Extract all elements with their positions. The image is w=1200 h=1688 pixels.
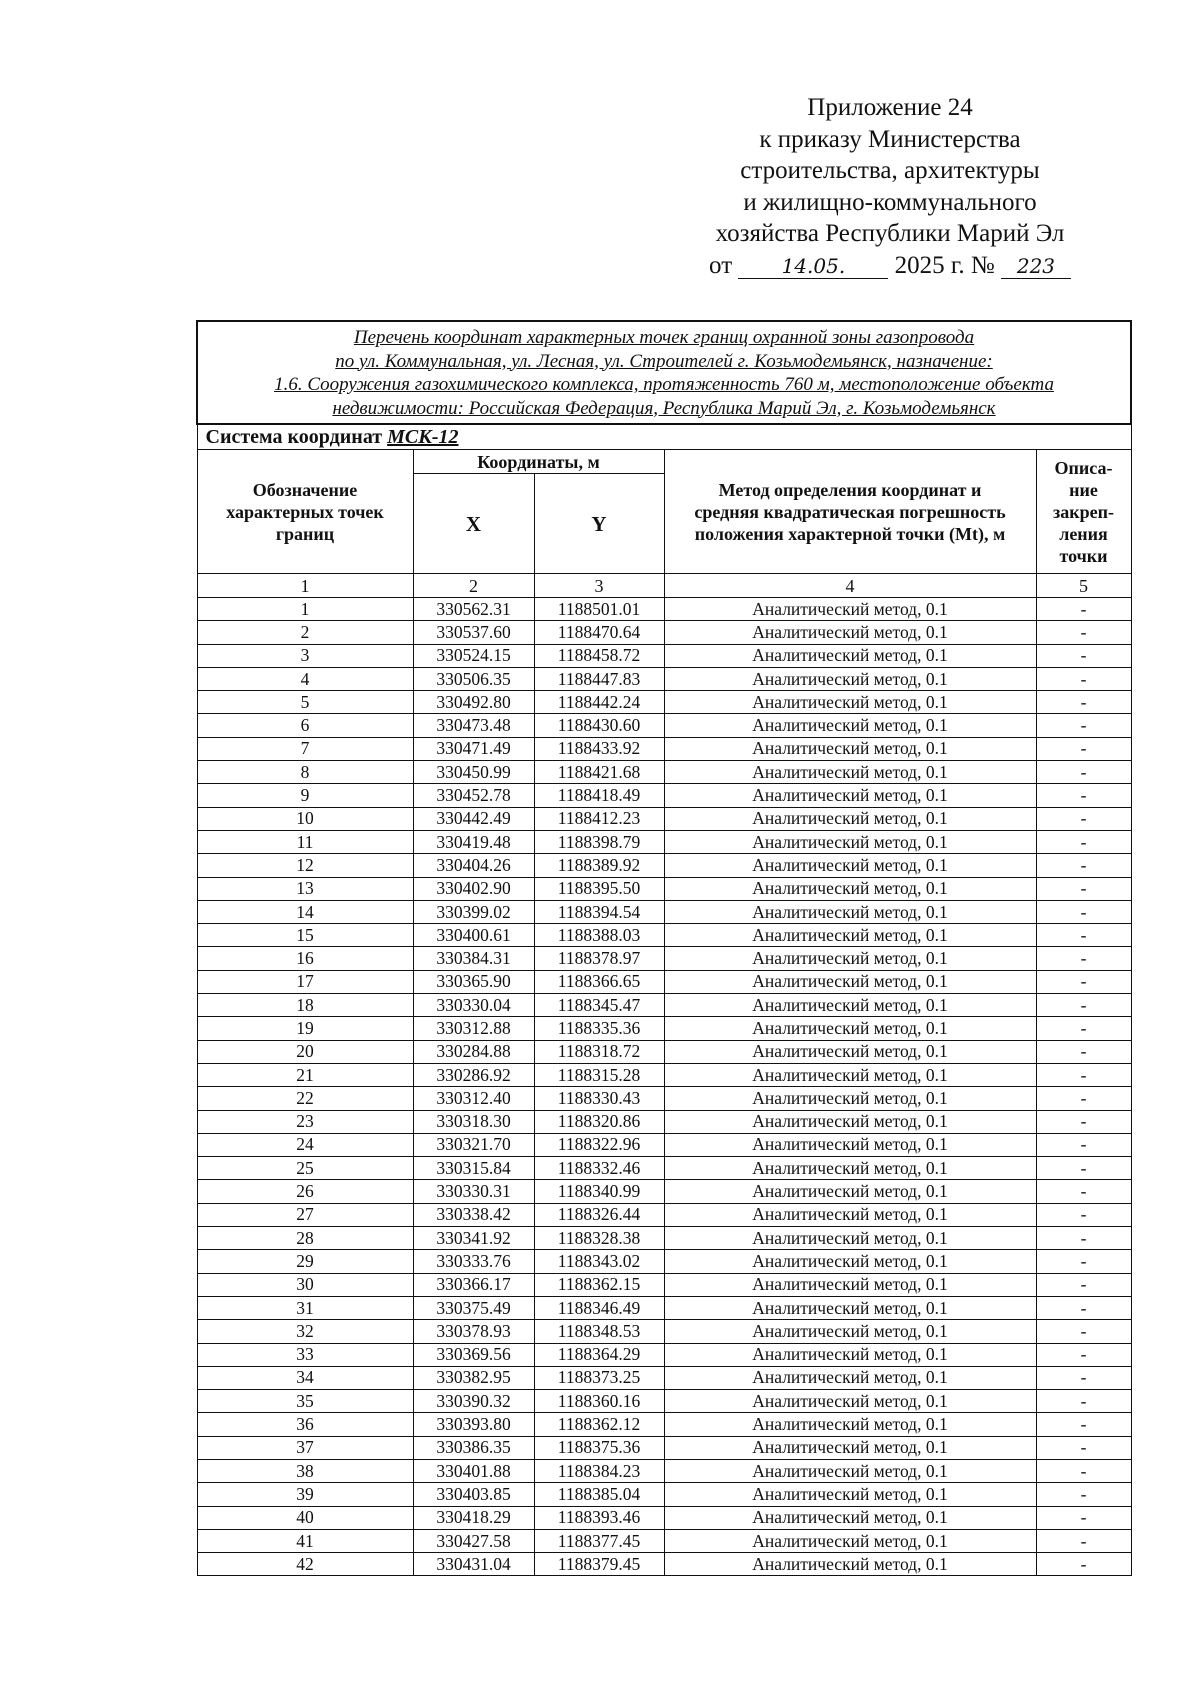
- method-cell: Аналитический метод, 0.1: [664, 1087, 1036, 1110]
- description-cell: -: [1036, 1273, 1131, 1296]
- point-id-cell: 4: [197, 667, 413, 690]
- table-row: [197, 1553, 1131, 1576]
- description-cell: -: [1036, 807, 1131, 830]
- table-row: [197, 1529, 1131, 1552]
- method-cell: Аналитический метод, 0.1: [664, 1110, 1036, 1133]
- x-coordinate-cell: 330524.15: [413, 644, 534, 667]
- x-coordinate-cell: 330562.31: [413, 598, 534, 621]
- description-cell: -: [1036, 1180, 1131, 1203]
- y-coordinate-cell: 1188379.45: [534, 1553, 664, 1576]
- point-id-cell: 40: [197, 1506, 413, 1529]
- x-coordinate-cell: 330537.60: [413, 621, 534, 644]
- table-row: [197, 761, 1131, 784]
- x-coordinate-cell: 330382.95: [413, 1366, 534, 1389]
- table-row: [197, 994, 1131, 1017]
- table-row: [197, 1296, 1131, 1319]
- header-coordinates: Координаты, м: [413, 450, 664, 474]
- x-coordinate-cell: 330402.90: [413, 877, 534, 900]
- table-row: [197, 970, 1131, 993]
- table-row: [197, 1017, 1131, 1040]
- column-number: 5: [1036, 574, 1131, 598]
- y-coordinate-cell: 1188398.79: [534, 830, 664, 853]
- point-id-cell: 14: [197, 900, 413, 923]
- x-coordinate-cell: 330401.88: [413, 1459, 534, 1482]
- point-id-cell: 33: [197, 1343, 413, 1366]
- appendix-line: хозяйства Республики Марий Эл: [715, 220, 1065, 247]
- table-row: [197, 1273, 1131, 1296]
- method-cell: Аналитический метод, 0.1: [664, 1063, 1036, 1086]
- y-coordinate-cell: 1188384.23: [534, 1459, 664, 1482]
- description-cell: -: [1036, 1320, 1131, 1343]
- y-coordinate-cell: 1188389.92: [534, 854, 664, 877]
- method-cell: Аналитический метод, 0.1: [664, 1506, 1036, 1529]
- description-cell: -: [1036, 1157, 1131, 1180]
- point-id-cell: 8: [197, 761, 413, 784]
- description-cell: -: [1036, 924, 1131, 947]
- title-line: Перечень координат характерных точек границ охранной зоны газопровода: [353, 327, 975, 348]
- order-date-number-row: [700, 250, 1080, 282]
- y-coordinate-cell: 1188433.92: [534, 737, 664, 760]
- method-cell: Аналитический метод, 0.1: [664, 644, 1036, 667]
- header-method: Метод определения координат и средняя квадратическая погрешность положения характерной точки (Mt), м: [664, 450, 1036, 574]
- appendix-line: и жилищно-коммунального: [743, 188, 1037, 216]
- description-cell: -: [1036, 784, 1131, 807]
- description-cell: -: [1036, 598, 1131, 621]
- y-coordinate-cell: 1188360.16: [534, 1390, 664, 1413]
- y-coordinate-cell: 1188377.45: [534, 1529, 664, 1552]
- x-coordinate-cell: 330393.80: [413, 1413, 534, 1436]
- x-coordinate-cell: 330442.49: [413, 807, 534, 830]
- point-id-cell: 2: [197, 621, 413, 644]
- x-coordinate-cell: 330338.42: [413, 1203, 534, 1226]
- table-row: [197, 621, 1131, 644]
- description-cell: -: [1036, 1343, 1131, 1366]
- x-coordinate-cell: 330450.99: [413, 761, 534, 784]
- point-id-cell: 7: [197, 737, 413, 760]
- method-cell: Аналитический метод, 0.1: [664, 994, 1036, 1017]
- x-coordinate-cell: 330366.17: [413, 1273, 534, 1296]
- y-coordinate-cell: 1188322.96: [534, 1133, 664, 1156]
- table-row: [197, 1227, 1131, 1250]
- method-cell: Аналитический метод, 0.1: [664, 784, 1036, 807]
- description-cell: -: [1036, 644, 1131, 667]
- x-coordinate-cell: 330333.76: [413, 1250, 534, 1273]
- description-cell: -: [1036, 1506, 1131, 1529]
- method-cell: Аналитический метод, 0.1: [664, 1343, 1036, 1366]
- x-coordinate-cell: 330506.35: [413, 667, 534, 690]
- description-cell: -: [1036, 1529, 1131, 1552]
- y-coordinate-cell: 1188418.49: [534, 784, 664, 807]
- x-coordinate-cell: 330284.88: [413, 1040, 534, 1063]
- y-coordinate-cell: 1188470.64: [534, 621, 664, 644]
- method-cell: Аналитический метод, 0.1: [664, 1203, 1036, 1226]
- title-line: 1.6. Сооружения газохимического комплекса, протяженность 760 м, местоположение объекта: [274, 374, 1054, 395]
- method-cell: Аналитический метод, 0.1: [664, 1227, 1036, 1250]
- point-id-cell: 38: [197, 1459, 413, 1482]
- x-coordinate-cell: 330369.56: [413, 1343, 534, 1366]
- y-coordinate-cell: 1188442.24: [534, 691, 664, 714]
- description-cell: -: [1036, 737, 1131, 760]
- column-number: 4: [664, 574, 1036, 598]
- x-coordinate-cell: 330384.31: [413, 947, 534, 970]
- method-cell: Аналитический метод, 0.1: [664, 900, 1036, 923]
- table-row: [197, 947, 1131, 970]
- method-cell: Аналитический метод, 0.1: [664, 1157, 1036, 1180]
- table-title: [197, 321, 1131, 424]
- method-cell: Аналитический метод, 0.1: [664, 737, 1036, 760]
- x-coordinate-cell: 330390.32: [413, 1390, 534, 1413]
- x-coordinate-cell: 330418.29: [413, 1506, 534, 1529]
- y-coordinate-cell: 1188394.54: [534, 900, 664, 923]
- method-cell: Аналитический метод, 0.1: [664, 667, 1036, 690]
- description-cell: -: [1036, 1133, 1131, 1156]
- column-number: 2: [413, 574, 534, 598]
- description-cell: -: [1036, 691, 1131, 714]
- description-cell: -: [1036, 970, 1131, 993]
- description-cell: -: [1036, 1390, 1131, 1413]
- x-coordinate-cell: 330286.92: [413, 1063, 534, 1086]
- y-coordinate-cell: 1188385.04: [534, 1483, 664, 1506]
- year-number-label: 2025 г. №: [894, 251, 995, 279]
- appendix-line: к приказу Министерства: [759, 125, 1021, 153]
- point-id-cell: 27: [197, 1203, 413, 1226]
- y-coordinate-cell: 1188362.15: [534, 1273, 664, 1296]
- coordinate-system-row: [197, 424, 1131, 450]
- point-id-cell: 18: [197, 994, 413, 1017]
- y-coordinate-cell: 1188345.47: [534, 994, 664, 1017]
- x-coordinate-cell: 330330.31: [413, 1180, 534, 1203]
- point-id-cell: 5: [197, 691, 413, 714]
- x-coordinate-cell: 330399.02: [413, 900, 534, 923]
- method-cell: Аналитический метод, 0.1: [664, 807, 1036, 830]
- x-coordinate-cell: 330375.49: [413, 1296, 534, 1319]
- point-id-cell: 13: [197, 877, 413, 900]
- point-id-cell: 26: [197, 1180, 413, 1203]
- description-cell: -: [1036, 621, 1131, 644]
- handwritten-order-number: 223: [1001, 254, 1071, 279]
- y-coordinate-cell: 1188346.49: [534, 1296, 664, 1319]
- method-cell: Аналитический метод, 0.1: [664, 1366, 1036, 1389]
- description-cell: -: [1036, 1459, 1131, 1482]
- method-cell: Аналитический метод, 0.1: [664, 1250, 1036, 1273]
- y-coordinate-cell: 1188421.68: [534, 761, 664, 784]
- x-coordinate-cell: 330452.78: [413, 784, 534, 807]
- table-row: [197, 830, 1131, 853]
- point-id-cell: 23: [197, 1110, 413, 1133]
- table-row: [197, 667, 1131, 690]
- table-row: [197, 1366, 1131, 1389]
- point-id-cell: 3: [197, 644, 413, 667]
- description-cell: -: [1036, 1250, 1131, 1273]
- x-coordinate-cell: 330312.40: [413, 1087, 534, 1110]
- table-row: [197, 737, 1131, 760]
- description-cell: -: [1036, 830, 1131, 853]
- x-coordinate-cell: 330330.04: [413, 994, 534, 1017]
- table-row: [197, 1203, 1131, 1226]
- x-coordinate-cell: 330403.85: [413, 1483, 534, 1506]
- y-coordinate-cell: 1188343.02: [534, 1250, 664, 1273]
- point-id-cell: 15: [197, 924, 413, 947]
- y-coordinate-cell: 1188373.25: [534, 1366, 664, 1389]
- table-row: [197, 1180, 1131, 1203]
- y-coordinate-cell: 1188501.01: [534, 598, 664, 621]
- description-cell: -: [1036, 854, 1131, 877]
- column-number: 1: [197, 574, 413, 598]
- table-row: [197, 1250, 1131, 1273]
- description-cell: -: [1036, 1483, 1131, 1506]
- x-coordinate-cell: 330427.58: [413, 1529, 534, 1552]
- point-id-cell: 6: [197, 714, 413, 737]
- x-coordinate-cell: 330471.49: [413, 737, 534, 760]
- point-id-cell: 21: [197, 1063, 413, 1086]
- table-row: [197, 598, 1131, 621]
- method-cell: Аналитический метод, 0.1: [664, 947, 1036, 970]
- title-line: недвижимости: Российская Федерация, Республика Марий Эл, г. Козьмодемьянск: [332, 397, 996, 419]
- x-coordinate-cell: 330431.04: [413, 1553, 534, 1576]
- point-id-cell: 25: [197, 1157, 413, 1180]
- y-coordinate-cell: 1188318.72: [534, 1040, 664, 1063]
- table-row: [197, 900, 1131, 923]
- title-line: по ул. Коммунальная, ул. Лесная, ул. Строителей г. Козьмодемьянск, назначение:: [335, 350, 993, 372]
- point-id-cell: 42: [197, 1553, 413, 1576]
- appendix-header: [700, 92, 1080, 281]
- coordinate-system-label: Система координат: [205, 426, 383, 448]
- point-id-cell: 24: [197, 1133, 413, 1156]
- x-coordinate-cell: 330365.90: [413, 970, 534, 993]
- description-cell: -: [1036, 1436, 1131, 1459]
- method-cell: Аналитический метод, 0.1: [664, 1459, 1036, 1482]
- method-cell: Аналитический метод, 0.1: [664, 877, 1036, 900]
- y-coordinate-cell: 1188366.65: [534, 970, 664, 993]
- point-id-cell: 17: [197, 970, 413, 993]
- method-cell: Аналитический метод, 0.1: [664, 924, 1036, 947]
- description-cell: -: [1036, 1366, 1131, 1389]
- method-cell: Аналитический метод, 0.1: [664, 1017, 1036, 1040]
- y-coordinate-cell: 1188328.38: [534, 1227, 664, 1250]
- table-row: [197, 1040, 1131, 1063]
- y-coordinate-cell: 1188375.36: [534, 1436, 664, 1459]
- column-number: 3: [534, 574, 664, 598]
- point-id-cell: 35: [197, 1390, 413, 1413]
- description-cell: -: [1036, 1040, 1131, 1063]
- method-cell: Аналитический метод, 0.1: [664, 1436, 1036, 1459]
- point-id-cell: 36: [197, 1413, 413, 1436]
- y-coordinate-cell: 1188378.97: [534, 947, 664, 970]
- description-cell: -: [1036, 1017, 1131, 1040]
- method-cell: Аналитический метод, 0.1: [664, 970, 1036, 993]
- y-coordinate-cell: 1188335.36: [534, 1017, 664, 1040]
- x-coordinate-cell: 330378.93: [413, 1320, 534, 1343]
- table-row: [197, 1320, 1131, 1343]
- table-row: [197, 1157, 1131, 1180]
- y-coordinate-cell: 1188430.60: [534, 714, 664, 737]
- column-numbers-row: [197, 574, 1131, 598]
- method-cell: Аналитический метод, 0.1: [664, 1390, 1036, 1413]
- header-description: Описа-ние закреп-ления точки: [1036, 450, 1131, 574]
- y-coordinate-cell: 1188332.46: [534, 1157, 664, 1180]
- point-id-cell: 30: [197, 1273, 413, 1296]
- description-cell: -: [1036, 947, 1131, 970]
- method-cell: Аналитический метод, 0.1: [664, 1529, 1036, 1552]
- description-cell: -: [1036, 994, 1131, 1017]
- method-cell: Аналитический метод, 0.1: [664, 714, 1036, 737]
- point-id-cell: 12: [197, 854, 413, 877]
- description-cell: -: [1036, 1110, 1131, 1133]
- point-id-cell: 41: [197, 1529, 413, 1552]
- description-cell: -: [1036, 761, 1131, 784]
- method-cell: Аналитический метод, 0.1: [664, 621, 1036, 644]
- y-coordinate-cell: 1188320.86: [534, 1110, 664, 1133]
- method-cell: Аналитический метод, 0.1: [664, 1320, 1036, 1343]
- description-cell: -: [1036, 1227, 1131, 1250]
- description-cell: -: [1036, 877, 1131, 900]
- table-row: [197, 1390, 1131, 1413]
- x-coordinate-cell: 330312.88: [413, 1017, 534, 1040]
- description-cell: -: [1036, 1296, 1131, 1319]
- handwritten-date: 14.05.: [738, 254, 888, 279]
- point-id-cell: 29: [197, 1250, 413, 1273]
- y-coordinate-cell: 1188447.83: [534, 667, 664, 690]
- point-id-cell: 16: [197, 947, 413, 970]
- table-row: [197, 1343, 1131, 1366]
- y-coordinate-cell: 1188395.50: [534, 877, 664, 900]
- table-row: [197, 1133, 1131, 1156]
- x-coordinate-cell: 330315.84: [413, 1157, 534, 1180]
- method-cell: Аналитический метод, 0.1: [664, 1553, 1036, 1576]
- point-id-cell: 10: [197, 807, 413, 830]
- description-cell: -: [1036, 900, 1131, 923]
- x-coordinate-cell: 330473.48: [413, 714, 534, 737]
- x-coordinate-cell: 330318.30: [413, 1110, 534, 1133]
- table-row: [197, 644, 1131, 667]
- table-row: [197, 1087, 1131, 1110]
- description-cell: -: [1036, 714, 1131, 737]
- table-row: [197, 924, 1131, 947]
- y-coordinate-cell: 1188348.53: [534, 1320, 664, 1343]
- x-coordinate-cell: 330492.80: [413, 691, 534, 714]
- from-label: от: [709, 251, 733, 279]
- table-row: [197, 807, 1131, 830]
- y-coordinate-cell: 1188340.99: [534, 1180, 664, 1203]
- table-row: [197, 1413, 1131, 1436]
- table-row: [197, 1063, 1131, 1086]
- coordinate-system-value: МСК-12: [387, 426, 459, 448]
- x-coordinate-cell: 330321.70: [413, 1133, 534, 1156]
- x-coordinate-cell: 330419.48: [413, 830, 534, 853]
- header-point: Обозначение характерных точек границ: [197, 450, 413, 574]
- method-cell: Аналитический метод, 0.1: [664, 1180, 1036, 1203]
- x-coordinate-cell: 330386.35: [413, 1436, 534, 1459]
- point-id-cell: 22: [197, 1087, 413, 1110]
- coordinates-table: [196, 320, 1132, 1576]
- y-coordinate-cell: 1188326.44: [534, 1203, 664, 1226]
- method-cell: Аналитический метод, 0.1: [664, 761, 1036, 784]
- method-cell: Аналитический метод, 0.1: [664, 830, 1036, 853]
- table-row: [197, 1506, 1131, 1529]
- y-coordinate-cell: 1188330.43: [534, 1087, 664, 1110]
- x-coordinate-cell: 330400.61: [413, 924, 534, 947]
- point-id-cell: 28: [197, 1227, 413, 1250]
- y-coordinate-cell: 1188362.12: [534, 1413, 664, 1436]
- point-id-cell: 37: [197, 1436, 413, 1459]
- description-cell: -: [1036, 1087, 1131, 1110]
- point-id-cell: 31: [197, 1296, 413, 1319]
- method-cell: Аналитический метод, 0.1: [664, 691, 1036, 714]
- table-row: [197, 714, 1131, 737]
- y-coordinate-cell: 1188315.28: [534, 1063, 664, 1086]
- table-row: [197, 1483, 1131, 1506]
- table-row: [197, 1110, 1131, 1133]
- method-cell: Аналитический метод, 0.1: [664, 598, 1036, 621]
- point-id-cell: 1: [197, 598, 413, 621]
- table-row: [197, 1459, 1131, 1482]
- method-cell: Аналитический метод, 0.1: [664, 1273, 1036, 1296]
- point-id-cell: 32: [197, 1320, 413, 1343]
- table-row: [197, 691, 1131, 714]
- description-cell: -: [1036, 1413, 1131, 1436]
- method-cell: Аналитический метод, 0.1: [664, 1133, 1036, 1156]
- method-cell: Аналитический метод, 0.1: [664, 1413, 1036, 1436]
- header-x: X: [413, 474, 534, 574]
- point-id-cell: 11: [197, 830, 413, 853]
- method-cell: Аналитический метод, 0.1: [664, 1483, 1036, 1506]
- description-cell: -: [1036, 1553, 1131, 1576]
- table-row: [197, 854, 1131, 877]
- x-coordinate-cell: 330404.26: [413, 854, 534, 877]
- table-row: [197, 784, 1131, 807]
- table-row: [197, 1436, 1131, 1459]
- y-coordinate-cell: 1188388.03: [534, 924, 664, 947]
- x-coordinate-cell: 330341.92: [413, 1227, 534, 1250]
- y-coordinate-cell: 1188458.72: [534, 644, 664, 667]
- y-coordinate-cell: 1188393.46: [534, 1506, 664, 1529]
- description-cell: -: [1036, 667, 1131, 690]
- description-cell: -: [1036, 1203, 1131, 1226]
- appendix-line: Приложение 24: [807, 94, 973, 121]
- description-cell: -: [1036, 1063, 1131, 1086]
- header-y: Y: [534, 474, 664, 574]
- y-coordinate-cell: 1188364.29: [534, 1343, 664, 1366]
- point-id-cell: 39: [197, 1483, 413, 1506]
- point-id-cell: 20: [197, 1040, 413, 1063]
- method-cell: Аналитический метод, 0.1: [664, 1040, 1036, 1063]
- point-id-cell: 19: [197, 1017, 413, 1040]
- method-cell: Аналитический метод, 0.1: [664, 1296, 1036, 1319]
- method-cell: Аналитический метод, 0.1: [664, 854, 1036, 877]
- y-coordinate-cell: 1188412.23: [534, 807, 664, 830]
- appendix-line: строительства, архитектуры: [740, 157, 1040, 184]
- point-id-cell: 9: [197, 784, 413, 807]
- point-id-cell: 34: [197, 1366, 413, 1389]
- table-row: [197, 877, 1131, 900]
